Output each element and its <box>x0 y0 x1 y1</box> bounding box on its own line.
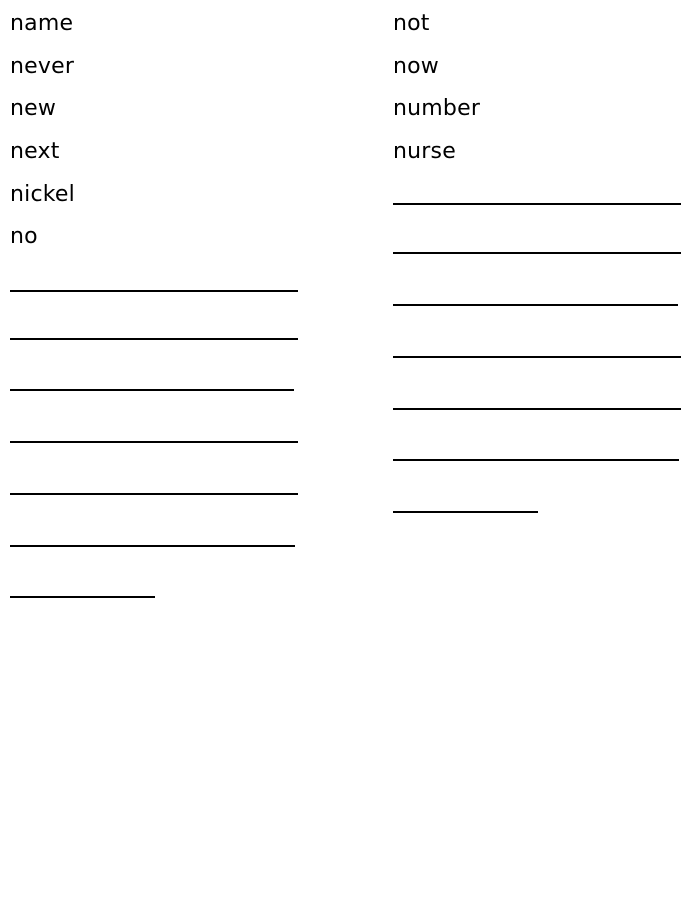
word-item: nickel <box>10 182 75 207</box>
writing-line-short[interactable] <box>10 596 155 598</box>
word-item: number <box>393 96 481 121</box>
writing-line-short[interactable] <box>393 511 538 513</box>
word-item: new <box>10 96 57 121</box>
word-item: nurse <box>393 139 456 164</box>
word-item: next <box>10 139 60 164</box>
word-item: not <box>393 11 430 36</box>
writing-line[interactable] <box>10 545 295 547</box>
writing-line[interactable] <box>10 389 294 391</box>
writing-line[interactable] <box>393 408 681 410</box>
writing-line[interactable] <box>393 252 681 254</box>
writing-line[interactable] <box>10 290 298 292</box>
word-item: never <box>10 54 75 79</box>
writing-line[interactable] <box>393 356 681 358</box>
writing-line[interactable] <box>393 459 679 461</box>
word-item: now <box>393 54 439 79</box>
word-item: no <box>10 224 38 249</box>
writing-line[interactable] <box>393 203 681 205</box>
writing-line[interactable] <box>10 441 298 443</box>
word-item: name <box>10 11 74 36</box>
writing-line[interactable] <box>393 304 678 306</box>
writing-line[interactable] <box>10 493 298 495</box>
writing-line[interactable] <box>10 338 298 340</box>
